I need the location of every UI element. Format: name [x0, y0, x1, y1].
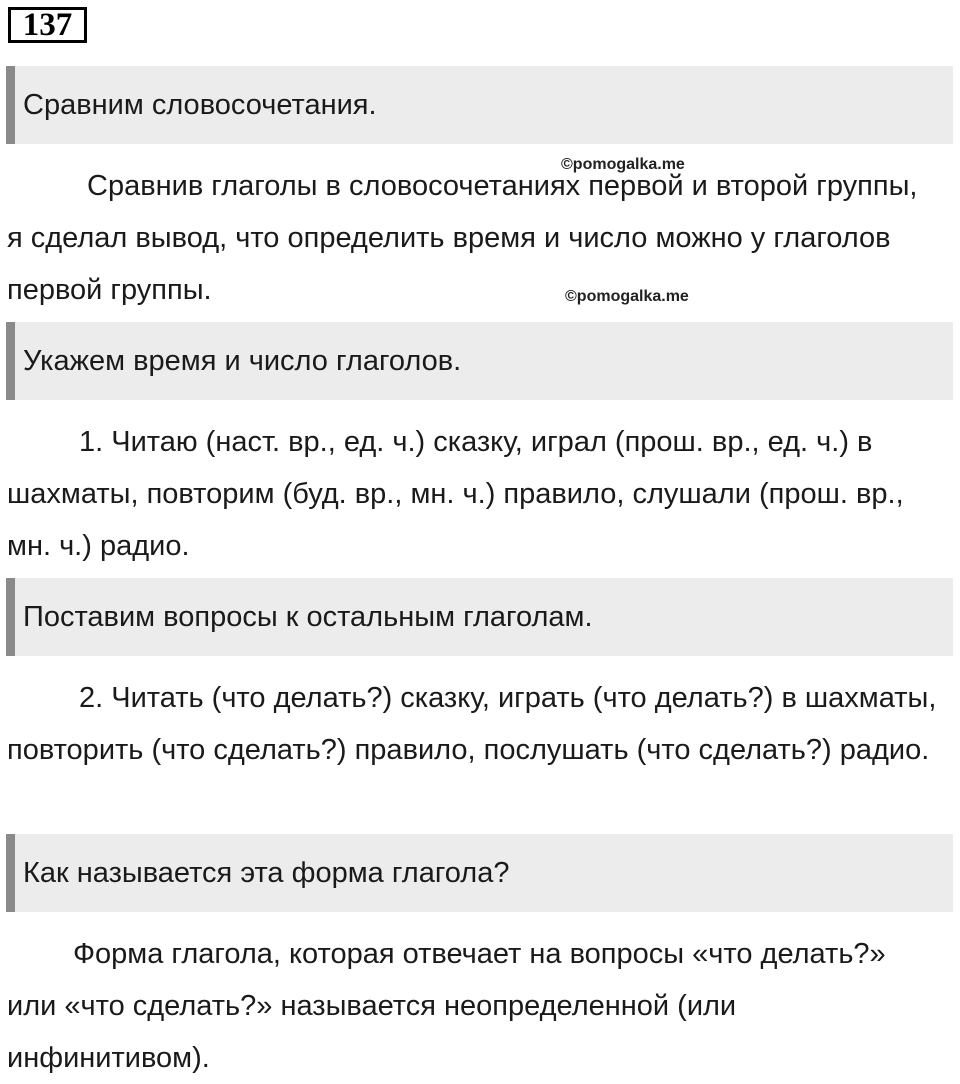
watermark: ©pomogalka.me — [561, 156, 685, 173]
watermark: ©pomogalka.me — [565, 288, 689, 305]
section-header-bar — [6, 66, 15, 144]
section-header-bar — [6, 322, 15, 400]
section-header-tense-number — [6, 322, 953, 400]
section-body-tense-number: 1. Читаю (наст. вр., ед. ч.) сказку, играл (прош. вр., ед. ч.) в шахматы, повторим (буд. вр., мн. ч.) правило, слушали (прош. вр., мн. ч.) радио. — [7, 426, 904, 562]
section-body-compare: Сравнив глаголы в словосочетаниях первой и второй группы, я сделал вывод, что определить время и число можно у глаголов первой группы. — [7, 170, 918, 306]
section-header-text: Как называется эта форма глагола? — [23, 856, 510, 889]
section-header-bar — [6, 834, 15, 912]
section-header-text: Сравним словосочетания. — [23, 88, 377, 121]
section-header-compare — [6, 66, 953, 144]
section-body-questions: 2. Читать (что делать?) сказку, играть (что делать?) в шахматы, повторить (что сделать?) правило, послушать (что сделать?) радио. — [7, 682, 937, 766]
section-body-verb-form: Форма глагола, которая отвечает на вопросы «что делать?» или «что сделать?» называется неопределенной (или инфинитивом). — [7, 938, 886, 1074]
section-header-text: Укажем время и число глаголов. — [23, 344, 462, 377]
exercise-number: 137 — [8, 7, 87, 43]
section-header-questions — [6, 578, 953, 656]
section-header-verb-form — [6, 834, 953, 912]
section-header-bar — [6, 578, 15, 656]
section-header-text: Поставим вопросы к остальным глаголам. — [23, 600, 593, 633]
